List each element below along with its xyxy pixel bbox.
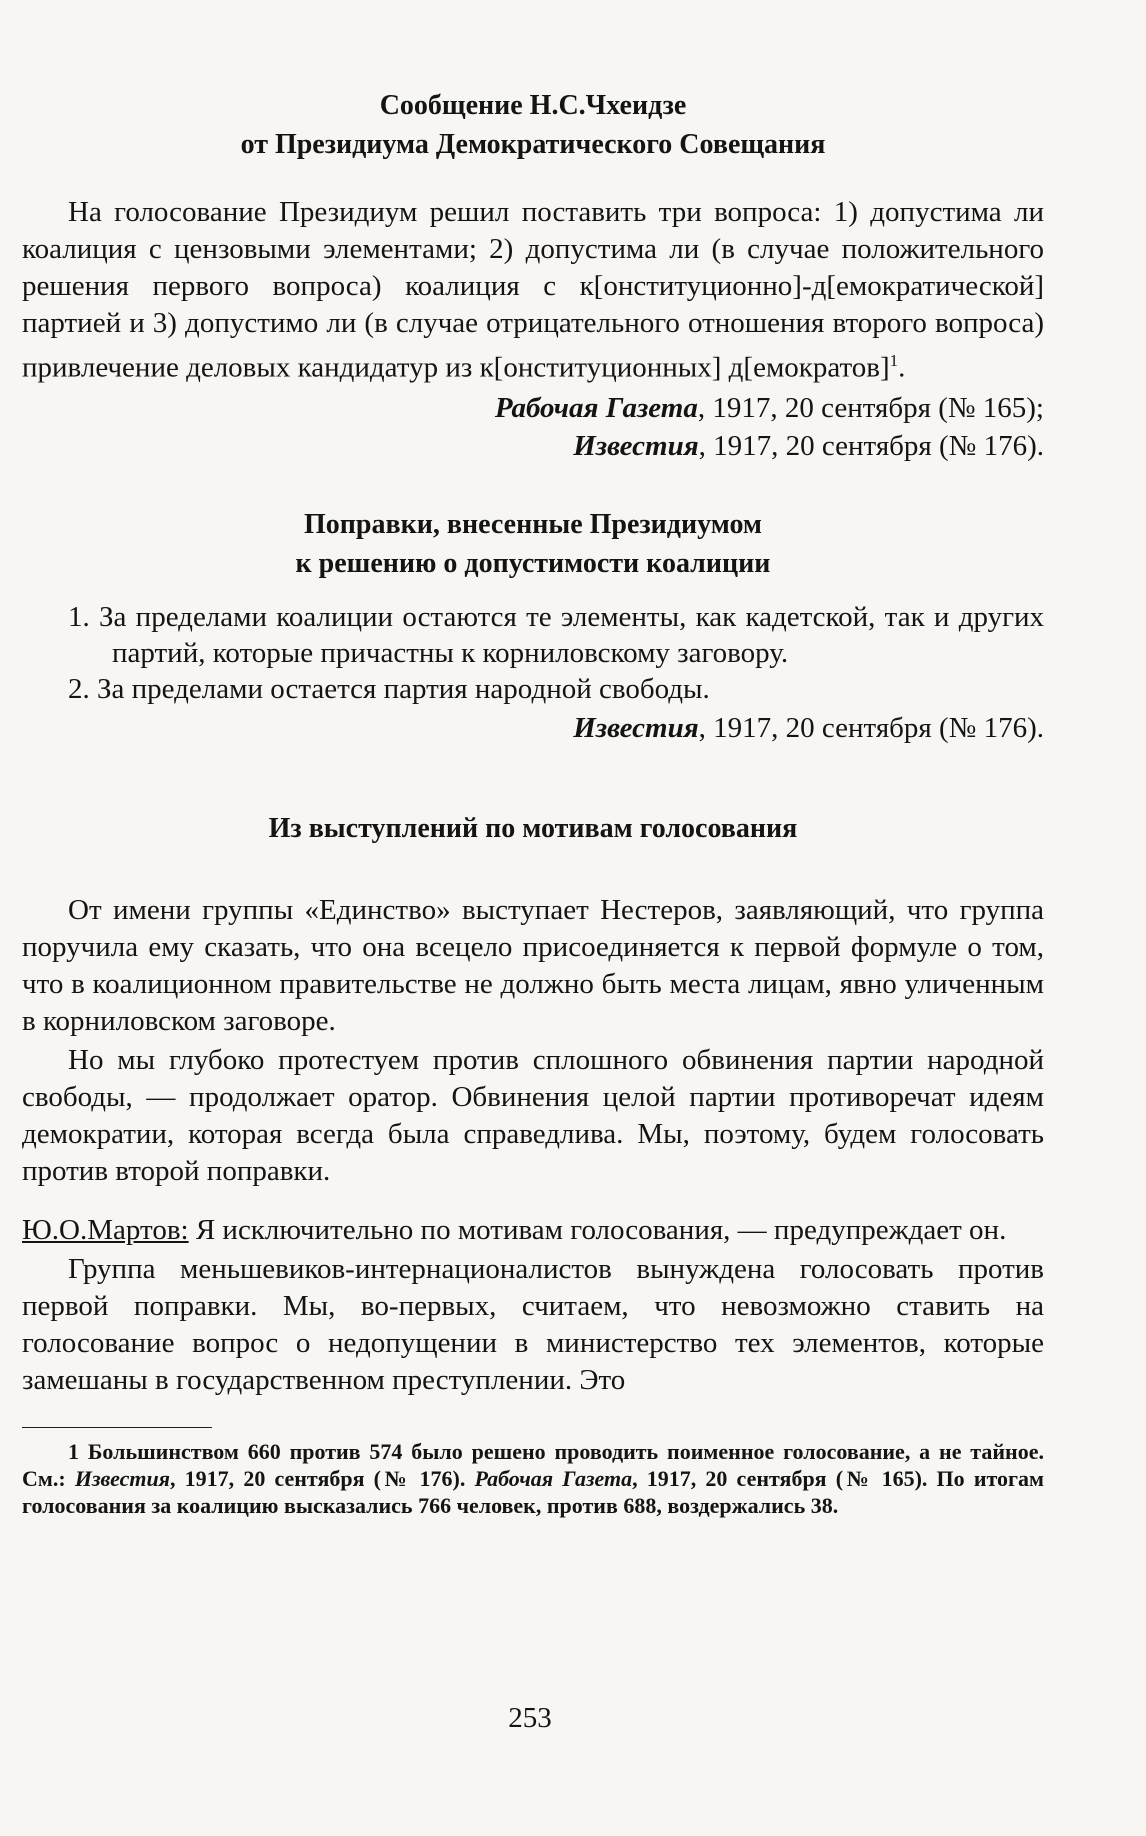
footnote-marker: 1 <box>68 1438 79 1464</box>
paragraph-edinstvo: От имени группы «Единство» выступает Нестеров, заявляющий, что группа поручила ему сказать, что она всецело присоединяется к первой формуле о том, что в коалиционном правительстве не должно быть места лицам, явно уличенным в корниловском заговоре. <box>22 893 1044 1037</box>
source-citation <box>22 709 1044 747</box>
footnote-text: , 1917, 20 сентября (№ 165). По итогам голосования за коалицию высказались 766 человек, против 688, воздержались 38. <box>22 1465 1044 1518</box>
source-citation <box>22 389 1044 427</box>
journal-name: Рабочая Газета <box>474 1465 633 1491</box>
heading-line: от Президиума Демократического Совещания <box>240 129 826 160</box>
journal-name: Рабочая Газета <box>494 391 698 424</box>
journal-name: Известия <box>573 429 699 462</box>
heading-line: к решению о допустимости коалиции <box>295 547 771 579</box>
section-heading-voting-motives <box>22 809 1044 848</box>
footnote-text: Большинством 660 против 574 было решено проводить поименное голосование, а не тайное. См.: <box>22 1438 1044 1491</box>
paragraph-protest: Но мы глубоко протестуем против сплошного обвинения партии народной свободы, — продолжает оратор. Обвинения целой партии противоречат идеям демократии, которая всегда была справедлива. Мы, поэтому, будем голосовать против второй поправки. <box>22 1043 1044 1187</box>
heading-line: Из выступлений по мотивам голосования <box>268 812 798 844</box>
speaker-name: Ю.О.Мартов: <box>22 1213 189 1246</box>
footnote <box>22 1438 1044 1519</box>
citation-details: , 1917, 20 сентября (№ 165); <box>697 391 1044 424</box>
footnote-text: , 1917, 20 сентября (№ 176). <box>170 1465 475 1491</box>
list-item: 1. За пределами коалиции остаются те элементы, как кадетской, так и других партий, которые причастны к корниловскому заговору. <box>68 600 1044 669</box>
paragraph-end: . <box>898 351 906 384</box>
citation-details: , 1917, 20 сентября (№ 176). <box>698 711 1044 744</box>
paragraph-text: На голосование Президиум решил поставить три вопроса: 1) допустима ли коалиция с цензовыми элементами; 2) допустима ли (в случае положительного решения первого вопроса) коалиция с к[онституционно]-д[емократической] партией и 3) допустимо ли (в случае отрицательного отношения второго вопроса) привлечение деловых кандидатур из к[онституционных] д[емократов] <box>22 196 1044 384</box>
section-heading-chkheidze <box>22 86 1044 164</box>
footnote-divider <box>22 1427 212 1428</box>
section-heading-amendments <box>22 505 1044 583</box>
journal-name: Известия <box>573 711 699 744</box>
journal-name: Известия <box>74 1465 171 1491</box>
footnote-ref[interactable]: 1 <box>889 351 899 370</box>
paragraph-martov <box>22 1212 1044 1249</box>
paragraph-mensheviks: Группа меньшевиков-интернационалистов вынуждена голосовать против первой поправки. Мы, во-первых, считаем, что невозможно ставить на голосование вопрос о недопущении в министерство тех элементов, которые замешаны в государственном преступлении. Это <box>22 1252 1044 1396</box>
page-number: 253 <box>508 1702 552 1734</box>
citation-details: , 1917, 20 сентября (№ 176). <box>698 429 1044 462</box>
amendments-list <box>22 599 1044 707</box>
paragraph-text: Я исключительно по мотивам голосования, — предупреждает он. <box>188 1213 1007 1246</box>
heading-line: Поправки, внесенные Президиумом <box>304 508 762 540</box>
paragraph-presidium-questions <box>22 194 1044 387</box>
heading-line: Сообщение Н.С.Чхеидзе <box>379 90 687 121</box>
source-citation <box>22 427 1044 465</box>
list-item: 2. За пределами остается партия народной свободы. <box>68 672 710 705</box>
